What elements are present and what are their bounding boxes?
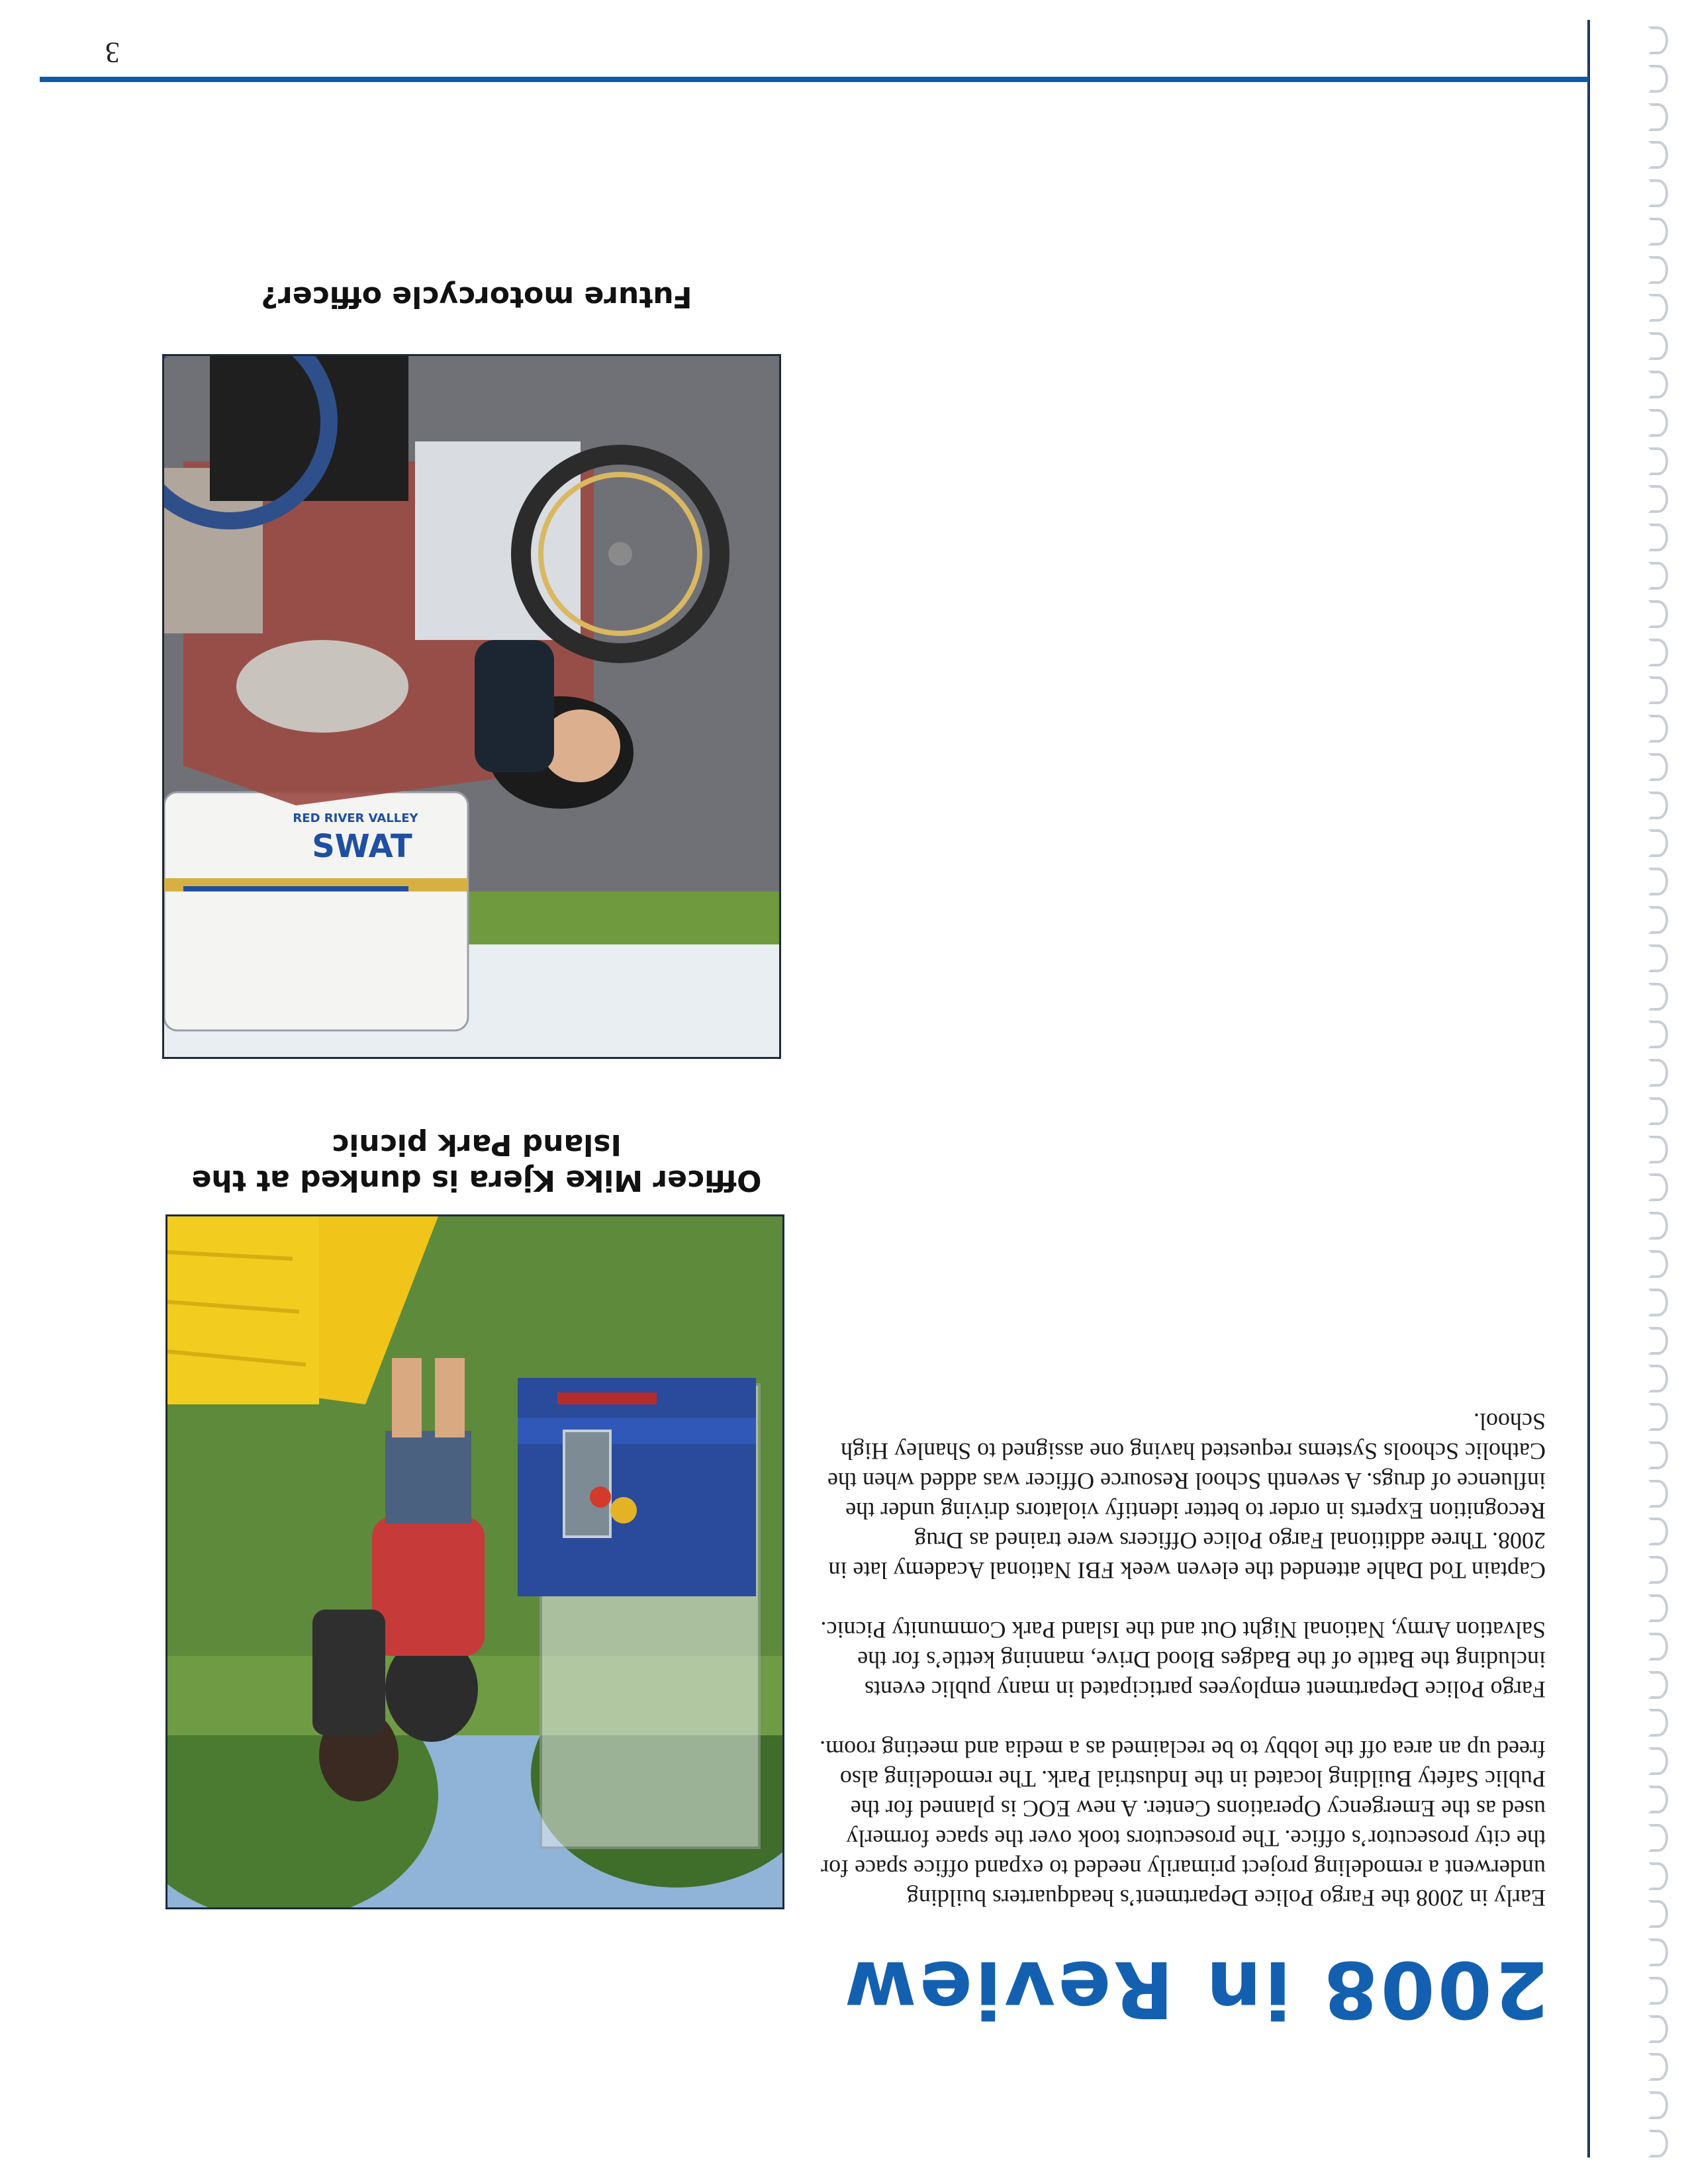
binding-ring	[1648, 1136, 1668, 1163]
binding-ring	[1648, 906, 1668, 934]
binding-ring	[1648, 1671, 1668, 1699]
binding-ring	[1648, 65, 1668, 93]
binding-ring	[1648, 1212, 1668, 1240]
binding-ring	[1648, 26, 1668, 54]
binding-ring	[1648, 1862, 1668, 1890]
margin-rule	[1587, 20, 1590, 2158]
binding-ring	[1648, 2091, 1668, 2119]
binding-ring	[1648, 1250, 1668, 1278]
binding-ring	[1648, 1633, 1668, 1661]
binding-ring	[1648, 332, 1668, 360]
binding-ring	[1648, 829, 1668, 857]
motorcycle-caption: Future motorcycle officer?	[261, 280, 692, 314]
binding-ring	[1648, 600, 1668, 628]
binding-ring	[1648, 868, 1668, 895]
swat-truck-sublabel: RED RIVER VALLEY	[293, 811, 418, 825]
binding-ring	[1648, 409, 1668, 437]
binding-ring	[1648, 103, 1668, 131]
binding-ring	[1648, 447, 1668, 475]
spiral-binding	[1628, 0, 1688, 2184]
binding-ring	[1648, 1518, 1668, 1546]
binding-ring	[1648, 1173, 1668, 1201]
binding-ring	[1648, 523, 1668, 551]
binding-ring	[1648, 1900, 1668, 1928]
binding-ring	[1648, 2053, 1668, 2081]
motorcycle-photo	[162, 354, 781, 1059]
paragraph-public-events: Fargo Police Department employees participated in many public events including the Battle of the Badges Blood Drive, manning kettle’s for the Salvation Army, National Night Out and the Island Park Community Picnic.	[820, 1617, 1546, 1703]
binding-ring	[1648, 753, 1668, 781]
binding-ring	[1648, 1327, 1668, 1355]
binding-ring	[1648, 562, 1668, 590]
binding-ring	[1648, 1480, 1668, 1508]
binding-ring	[1648, 218, 1668, 246]
binding-ring	[1648, 1441, 1668, 1469]
dunk-tank-photo	[165, 1214, 784, 1909]
dunk-tank-illustration	[167, 1216, 782, 1907]
binding-ring	[1648, 485, 1668, 513]
binding-ring	[1648, 1059, 1668, 1087]
binding-ring	[1648, 141, 1668, 169]
binding-ring	[1648, 1403, 1668, 1431]
paragraph-remodeling: Early in 2008 the Fargo Police Department’s headquarters building underwent a remodeling project primarily needed to expand office space for the city prosecutor’s office. The prosecutors took over the space formerly used as the Emergency Operations Center. A new EOC is planned for the Public Safety Building located in the Industrial Park. The remodeling also freed up an area off the lobby to be reclaimed as a media and meeting room.	[820, 1736, 1546, 1911]
binding-ring	[1648, 371, 1668, 398]
binding-ring	[1648, 676, 1668, 704]
motorcycle-illustration	[164, 356, 779, 1057]
binding-ring	[1648, 792, 1668, 819]
page-title: 2008 in Review	[841, 1944, 1549, 2035]
footer-rule	[40, 77, 1589, 82]
binding-ring	[1648, 1824, 1668, 1852]
binding-ring	[1648, 1977, 1668, 2005]
binding-ring	[1648, 295, 1668, 322]
binding-ring	[1648, 2130, 1668, 2158]
binding-ring	[1648, 639, 1668, 666]
binding-ring	[1648, 1594, 1668, 1622]
binding-ring	[1648, 1786, 1668, 1813]
binding-ring	[1648, 1938, 1668, 1966]
binding-ring	[1648, 944, 1668, 972]
binding-ring	[1648, 1556, 1668, 1584]
binding-ring	[1648, 256, 1668, 284]
binding-ring	[1648, 1709, 1668, 1737]
binding-ring	[1648, 1365, 1668, 1392]
binding-ring	[1648, 1747, 1668, 1775]
page-number: 3	[105, 36, 120, 69]
binding-ring	[1648, 179, 1668, 207]
binding-ring	[1648, 983, 1668, 1011]
binding-ring	[1648, 1021, 1668, 1048]
paragraph-training: Captain Tod Dahle attended the eleven week FBI National Academy late in 2008. Three additional Fargo Police Officers were trained as Drug Recognition Experts in order to better identify violators driving under the influence of drugs. A seventh School Resource Officer was added when the Catholic Schools Systems requested having one assigned to Shanley High School.	[827, 1408, 1546, 1584]
binding-ring	[1648, 2015, 1668, 2043]
binding-ring	[1648, 715, 1668, 743]
dunk-tank-caption: Officer Mike Kjera is dunked at the Island Park picnic	[191, 1128, 762, 1197]
binding-ring	[1648, 1097, 1668, 1125]
swat-truck-label: SWAT	[312, 828, 412, 865]
article-body	[811, 1377, 1546, 1913]
binding-ring	[1648, 1289, 1668, 1316]
